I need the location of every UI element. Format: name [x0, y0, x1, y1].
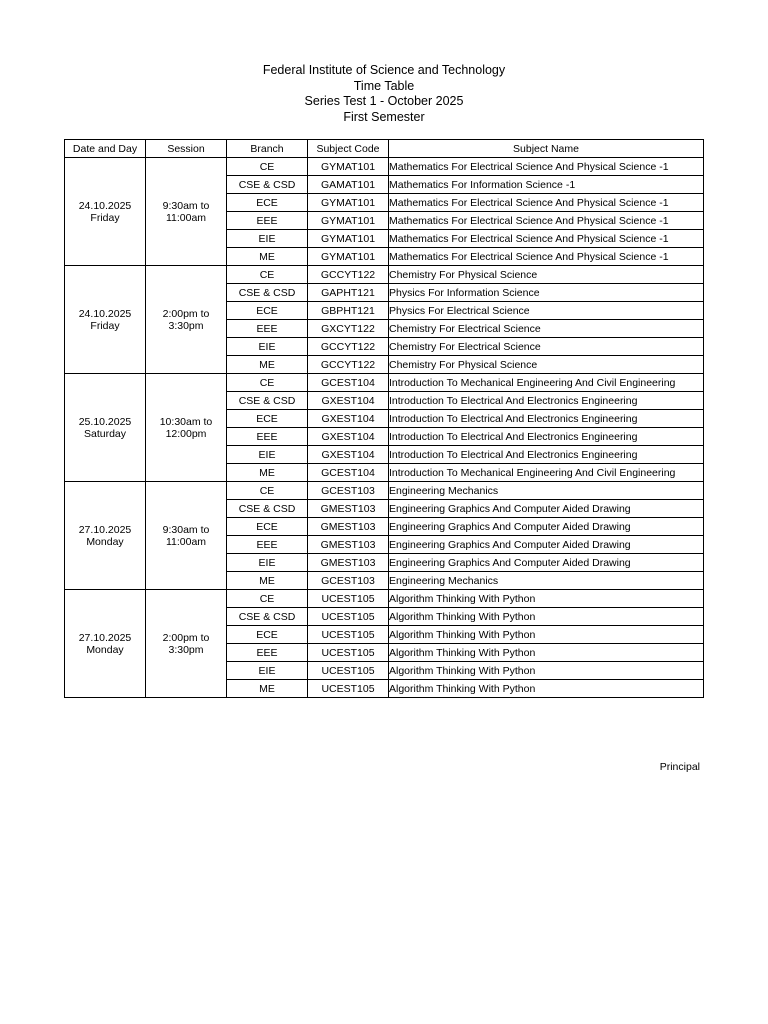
subject-code-cell: GXEST104 — [308, 446, 389, 464]
subject-code-cell: GAPHT121 — [308, 284, 389, 302]
subject-name-cell: Algorithm Thinking With Python — [389, 644, 704, 662]
branch-cell: EEE — [227, 644, 308, 662]
date-day-cell — [65, 482, 146, 590]
subject-code-cell: UCEST105 — [308, 608, 389, 626]
subject-code-cell: GMEST103 — [308, 518, 389, 536]
branch-cell: CSE & CSD — [227, 176, 308, 194]
session-start: 2:00pm to — [162, 631, 210, 644]
subject-code-cell: GMEST103 — [308, 554, 389, 572]
session-start: 2:00pm to — [162, 307, 210, 320]
branch-cell: EEE — [227, 536, 308, 554]
table-row — [65, 374, 704, 392]
branch-cell: EEE — [227, 212, 308, 230]
subject-name-cell: Engineering Graphics And Computer Aided Drawing — [389, 500, 704, 518]
subject-name-cell: Chemistry For Physical Science — [389, 266, 704, 284]
subject-code-cell: UCEST105 — [308, 590, 389, 608]
branch-cell: CE — [227, 590, 308, 608]
subject-code-cell: GMEST103 — [308, 500, 389, 518]
col-subject-name: Subject Name — [389, 140, 704, 158]
session-cell — [146, 266, 227, 374]
table-row — [65, 482, 704, 500]
subject-code-cell: UCEST105 — [308, 644, 389, 662]
subject-code-cell: UCEST105 — [308, 680, 389, 698]
subject-code-cell: GXEST104 — [308, 428, 389, 446]
branch-cell: ECE — [227, 194, 308, 212]
subject-code-cell: UCEST105 — [308, 662, 389, 680]
col-date-day: Date and Day — [65, 140, 146, 158]
subject-name-cell: Engineering Graphics And Computer Aided Drawing — [389, 536, 704, 554]
date-day-cell — [65, 374, 146, 482]
subject-code-cell: GYMAT101 — [308, 248, 389, 266]
subject-name-cell: Physics For Electrical Science — [389, 302, 704, 320]
subject-code-cell: GCCYT122 — [308, 338, 389, 356]
branch-cell: ME — [227, 464, 308, 482]
exam-day: Monday — [86, 643, 124, 656]
session-start: 9:30am to — [162, 199, 210, 212]
subject-code-cell: GCEST104 — [308, 374, 389, 392]
exam-date: 24.10.2025 — [78, 199, 132, 212]
branch-cell: CE — [227, 374, 308, 392]
branch-cell: CE — [227, 266, 308, 284]
table-row — [65, 590, 704, 608]
header-row — [65, 140, 704, 158]
session-cell — [146, 158, 227, 266]
subject-code-cell: GXEST104 — [308, 410, 389, 428]
session-start: 9:30am to — [162, 523, 210, 536]
branch-cell: EIE — [227, 446, 308, 464]
date-day-cell — [65, 266, 146, 374]
subject-code-cell: GCEST103 — [308, 572, 389, 590]
branch-cell: ECE — [227, 302, 308, 320]
branch-cell: EIE — [227, 662, 308, 680]
subject-code-cell: UCEST105 — [308, 626, 389, 644]
table-row — [65, 158, 704, 176]
subject-name-cell: Engineering Mechanics — [389, 572, 704, 590]
subject-name-cell: Introduction To Mechanical Engineering And Civil Engineering — [389, 374, 704, 392]
subject-name-cell: Algorithm Thinking With Python — [389, 680, 704, 698]
branch-cell: CSE & CSD — [227, 392, 308, 410]
exam-date: 27.10.2025 — [78, 631, 132, 644]
subject-name-cell: Engineering Graphics And Computer Aided Drawing — [389, 518, 704, 536]
subject-code-cell: GYMAT101 — [308, 194, 389, 212]
branch-cell: ME — [227, 356, 308, 374]
branch-cell: ME — [227, 572, 308, 590]
branch-cell: ECE — [227, 626, 308, 644]
col-branch: Branch — [227, 140, 308, 158]
branch-cell: EEE — [227, 320, 308, 338]
subject-name-cell: Chemistry For Electrical Science — [389, 338, 704, 356]
subject-name-cell: Chemistry For Electrical Science — [389, 320, 704, 338]
session-end: 11:00am — [165, 211, 207, 224]
branch-cell: CSE & CSD — [227, 608, 308, 626]
exam-day: Monday — [86, 535, 124, 548]
session-cell — [146, 374, 227, 482]
exam-day: Friday — [90, 211, 120, 224]
document-title: Time Table — [353, 78, 415, 93]
branch-cell: ME — [227, 248, 308, 266]
branch-cell: CSE & CSD — [227, 284, 308, 302]
subject-code-cell: GYMAT101 — [308, 212, 389, 230]
col-subject-code: Subject Code — [308, 140, 389, 158]
session-start: 10:30am to — [159, 415, 213, 428]
subject-code-cell: GYMAT101 — [308, 158, 389, 176]
subject-name-cell: Introduction To Electrical And Electronics Engineering — [389, 392, 704, 410]
timetable-body — [65, 158, 704, 698]
subject-name-cell: Physics For Information Science — [389, 284, 704, 302]
subject-code-cell: GMEST103 — [308, 536, 389, 554]
session-end: 3:30pm — [168, 643, 204, 656]
exam-day: Saturday — [83, 427, 127, 440]
subject-name-cell: Algorithm Thinking With Python — [389, 590, 704, 608]
timetable-header — [65, 140, 704, 158]
table-row — [65, 266, 704, 284]
branch-cell: CE — [227, 482, 308, 500]
subject-code-cell: GYMAT101 — [308, 230, 389, 248]
exam-date: 25.10.2025 — [78, 415, 132, 428]
subject-name-cell: Mathematics For Electrical Science And Physical Science -1 — [389, 248, 704, 266]
date-day-cell — [65, 590, 146, 698]
subject-code-cell: GCCYT122 — [308, 266, 389, 284]
subject-code-cell: GCEST103 — [308, 482, 389, 500]
test-name: Series Test 1 - October 2025 — [304, 94, 464, 108]
exam-day: Friday — [90, 319, 120, 332]
session-end: 11:00am — [165, 535, 207, 548]
institute-name: Federal Institute of Science and Technology — [262, 63, 506, 77]
exam-date: 24.10.2025 — [78, 307, 132, 320]
subject-name-cell: Mathematics For Electrical Science And Physical Science -1 — [389, 194, 704, 212]
subject-code-cell: GXCYT122 — [308, 320, 389, 338]
semester-label: First Semester — [343, 109, 425, 124]
subject-name-cell: Algorithm Thinking With Python — [389, 608, 704, 626]
branch-cell: CE — [227, 158, 308, 176]
branch-cell: EIE — [227, 554, 308, 572]
document-header — [0, 63, 768, 125]
subject-name-cell: Algorithm Thinking With Python — [389, 662, 704, 680]
col-session: Session — [146, 140, 227, 158]
timetable — [64, 139, 704, 698]
principal-signature-label: Principal — [659, 761, 700, 773]
branch-cell: ME — [227, 680, 308, 698]
subject-name-cell: Introduction To Electrical And Electronics Engineering — [389, 428, 704, 446]
branch-cell: ECE — [227, 410, 308, 428]
branch-cell: CSE & CSD — [227, 500, 308, 518]
subject-name-cell: Engineering Mechanics — [389, 482, 704, 500]
branch-cell: EIE — [227, 338, 308, 356]
subject-code-cell: GAMAT101 — [308, 176, 389, 194]
branch-cell: EEE — [227, 428, 308, 446]
subject-code-cell: GBPHT121 — [308, 302, 389, 320]
exam-date: 27.10.2025 — [78, 523, 132, 536]
subject-name-cell: Chemistry For Physical Science — [389, 356, 704, 374]
session-cell — [146, 590, 227, 698]
subject-name-cell: Introduction To Electrical And Electronics Engineering — [389, 446, 704, 464]
subject-code-cell: GCEST104 — [308, 464, 389, 482]
subject-name-cell: Introduction To Mechanical Engineering And Civil Engineering — [389, 464, 704, 482]
subject-name-cell: Mathematics For Electrical Science And Physical Science -1 — [389, 230, 704, 248]
subject-name-cell: Introduction To Electrical And Electronics Engineering — [389, 410, 704, 428]
branch-cell: ECE — [227, 518, 308, 536]
subject-name-cell: Mathematics For Electrical Science And Physical Science -1 — [389, 212, 704, 230]
subject-name-cell: Mathematics For Information Science -1 — [389, 176, 704, 194]
subject-code-cell: GXEST104 — [308, 392, 389, 410]
subject-code-cell: GCCYT122 — [308, 356, 389, 374]
date-day-cell — [65, 158, 146, 266]
subject-name-cell: Mathematics For Electrical Science And Physical Science -1 — [389, 158, 704, 176]
session-end: 3:30pm — [168, 319, 204, 332]
subject-name-cell: Engineering Graphics And Computer Aided Drawing — [389, 554, 704, 572]
subject-name-cell: Algorithm Thinking With Python — [389, 626, 704, 644]
session-cell — [146, 482, 227, 590]
branch-cell: EIE — [227, 230, 308, 248]
session-end: 12:00pm — [165, 427, 207, 440]
